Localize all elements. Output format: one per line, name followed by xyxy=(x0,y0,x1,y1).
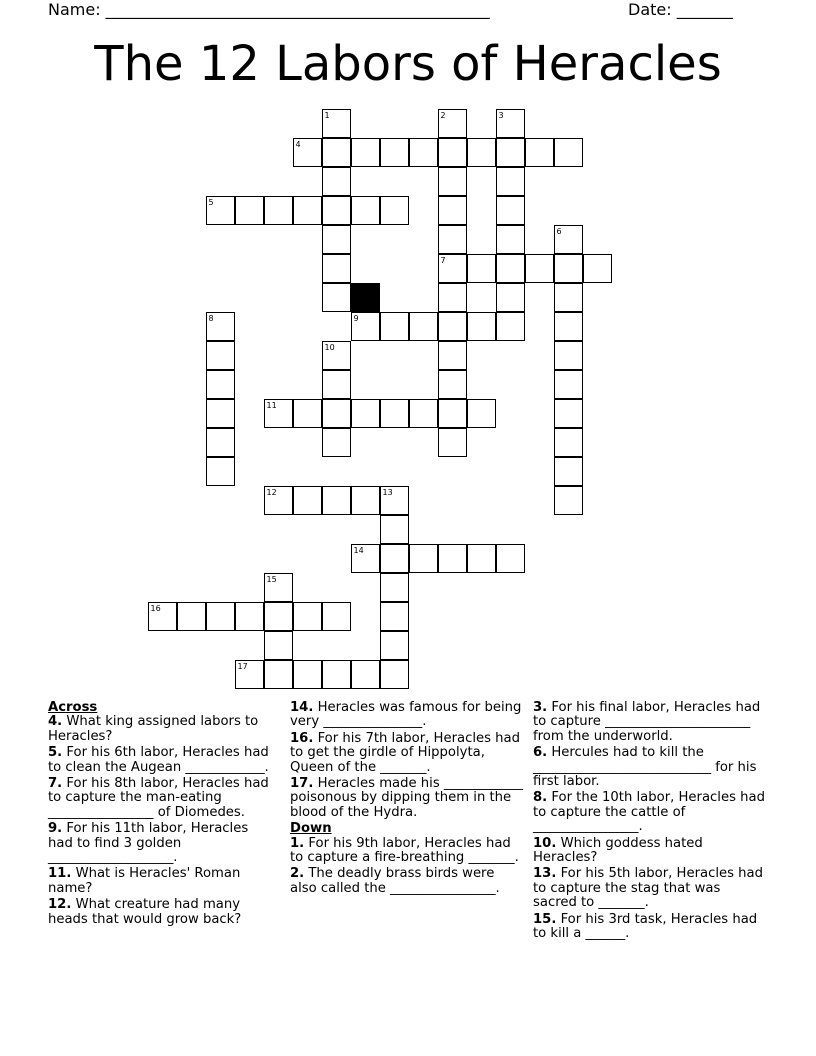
clue-number-6: 6 xyxy=(556,226,562,236)
clue-number-14: 14 xyxy=(353,545,364,555)
crossword-cell[interactable] xyxy=(351,138,380,167)
crossword-cell[interactable] xyxy=(554,254,583,283)
crossword-cell[interactable] xyxy=(206,602,235,631)
clue-number-10: 10 xyxy=(324,342,335,352)
crossword-cell[interactable] xyxy=(322,138,351,167)
clue-item xyxy=(290,837,525,866)
clue-item-number: 2. xyxy=(290,866,305,882)
clue-item-number: 4. xyxy=(48,714,63,730)
clue-item-text: Heracles made his ____________ poisonous by dipping them in the blood of the Hydra. xyxy=(290,776,524,820)
clue-item xyxy=(48,867,273,896)
clue-number-12: 12 xyxy=(266,487,277,497)
clue-number-1: 1 xyxy=(324,110,330,120)
crossword-cell[interactable] xyxy=(438,312,467,341)
crossword-cell[interactable] xyxy=(496,138,525,167)
crossword-cell[interactable] xyxy=(438,428,467,457)
clue-item-number: 1. xyxy=(290,835,305,851)
clue-number-4: 4 xyxy=(295,139,301,149)
clue-item xyxy=(48,822,273,865)
clue-item-number: 16. xyxy=(290,730,314,746)
clue-item-text: Heracles was famous for being very _______________. xyxy=(290,700,522,730)
clue-item xyxy=(48,746,273,775)
crossword-black-cell xyxy=(351,283,380,312)
crossword-cell[interactable] xyxy=(322,602,351,631)
clue-item-text: For his 3rd task, Heracles had to kill a ______. xyxy=(533,911,758,942)
clue-item-text: What is Heracles' Roman name? xyxy=(48,866,241,896)
clue-item xyxy=(290,732,525,775)
clue-item-text: For his 7th labor, Heracles had to get the girdle of Hippolyta, Queen of the _______. xyxy=(290,730,520,775)
clue-item-number: 17. xyxy=(290,776,314,792)
crossword-cell[interactable] xyxy=(467,544,496,573)
crossword-cell[interactable] xyxy=(496,225,525,254)
crossword-cell[interactable] xyxy=(496,544,525,573)
clue-item-number: 9. xyxy=(48,821,63,837)
clue-item-number: 14. xyxy=(290,700,314,715)
clue-number-2: 2 xyxy=(440,110,446,120)
crossword-cell[interactable] xyxy=(554,312,583,341)
crossword-cell[interactable] xyxy=(409,312,438,341)
crossword-cell[interactable] xyxy=(438,399,467,428)
clue-item-number: 6. xyxy=(533,745,548,761)
clue-item-number: 5. xyxy=(48,745,63,761)
clue-number-16: 16 xyxy=(150,603,161,613)
crossword-cell[interactable] xyxy=(206,457,235,486)
crossword-cell[interactable] xyxy=(438,196,467,225)
crossword-cell[interactable] xyxy=(467,312,496,341)
crossword-cell[interactable] xyxy=(293,399,322,428)
crossword-cell[interactable] xyxy=(438,283,467,312)
clue-item-text: For his 11th labor, Heracles had to find 3 golden ___________________. xyxy=(48,821,249,866)
clue-item xyxy=(533,867,768,910)
clue-item-text: For his 9th labor, Heracles had to capture a fire-breathing _______. xyxy=(290,835,519,866)
clue-item-text: What king assigned labors to Heracles? xyxy=(48,714,259,744)
clue-item-text: Which goddess hated Heracles? xyxy=(533,835,703,866)
crossword-cell[interactable] xyxy=(554,428,583,457)
crossword-cell[interactable] xyxy=(554,457,583,486)
crossword-cell[interactable] xyxy=(554,370,583,399)
clue-item-text: Hercules had to kill the ___________________________ for his first labor. xyxy=(533,745,757,790)
crossword-cell[interactable] xyxy=(438,167,467,196)
clue-column-2 xyxy=(290,701,525,898)
clue-number-13: 13 xyxy=(382,487,393,497)
clue-item xyxy=(290,867,525,896)
crossword-cell[interactable] xyxy=(467,399,496,428)
crossword-cell[interactable] xyxy=(235,602,264,631)
crossword-cell[interactable] xyxy=(293,602,322,631)
crossword-cell[interactable] xyxy=(583,254,612,283)
crossword-cell[interactable] xyxy=(351,196,380,225)
crossword-cell[interactable] xyxy=(496,196,525,225)
section-heading-across: Across xyxy=(48,700,98,715)
clue-number-7: 7 xyxy=(440,255,446,265)
crossword-cell[interactable] xyxy=(380,631,409,660)
clue-number-15: 15 xyxy=(266,574,277,584)
crossword-cell[interactable] xyxy=(206,399,235,428)
crossword-cell[interactable] xyxy=(554,399,583,428)
crossword-cell[interactable] xyxy=(496,254,525,283)
clue-item xyxy=(48,777,273,820)
crossword-cell[interactable] xyxy=(322,370,351,399)
crossword-cell[interactable] xyxy=(496,312,525,341)
crossword-cell[interactable] xyxy=(380,515,409,544)
crossword-cell[interactable] xyxy=(322,283,351,312)
clue-number-8: 8 xyxy=(208,313,214,323)
crossword-cell[interactable] xyxy=(322,660,351,689)
crossword-cell[interactable] xyxy=(380,602,409,631)
crossword-cell[interactable] xyxy=(264,602,293,631)
clue-item xyxy=(533,913,768,942)
date-field-label: Date: _______ xyxy=(628,0,733,19)
clue-item-text: For his 8th labor, Heracles had to capture the man-eating ________________ of Diomedes. xyxy=(48,776,269,820)
clue-item-number: 13. xyxy=(533,866,557,882)
crossword-cell[interactable] xyxy=(496,283,525,312)
clue-item-text: The deadly brass birds were also called the ________________. xyxy=(290,866,500,896)
section-heading-down: Down xyxy=(290,821,332,837)
clue-item-number: 3. xyxy=(533,700,548,715)
crossword-cell[interactable] xyxy=(554,138,583,167)
clue-item xyxy=(48,715,273,744)
clue-column-1 xyxy=(48,701,273,929)
crossword-cell[interactable] xyxy=(177,602,206,631)
crossword-cell[interactable] xyxy=(554,341,583,370)
crossword-cell[interactable] xyxy=(206,341,235,370)
clue-item-number: 10. xyxy=(533,835,557,851)
crossword-cell[interactable] xyxy=(438,370,467,399)
crossword-cell[interactable] xyxy=(467,254,496,283)
crossword-cell[interactable] xyxy=(235,196,264,225)
crossword-cell[interactable] xyxy=(496,167,525,196)
crossword-cell[interactable] xyxy=(264,660,293,689)
clue-number-5: 5 xyxy=(208,197,214,207)
crossword-cell[interactable] xyxy=(322,428,351,457)
clue-item xyxy=(290,777,525,820)
crossword-cell[interactable] xyxy=(554,486,583,515)
clue-item xyxy=(533,701,768,744)
clue-item xyxy=(48,898,273,927)
clue-item xyxy=(290,701,525,730)
crossword-cell[interactable] xyxy=(380,573,409,602)
crossword-cell[interactable] xyxy=(467,138,496,167)
crossword-cell[interactable] xyxy=(322,225,351,254)
crossword-cell[interactable] xyxy=(409,399,438,428)
crossword-cell[interactable] xyxy=(380,312,409,341)
crossword-cell[interactable] xyxy=(525,138,554,167)
crossword-cell[interactable] xyxy=(380,399,409,428)
crossword-cell[interactable] xyxy=(293,660,322,689)
crossword-cell[interactable] xyxy=(380,196,409,225)
clue-number-9: 9 xyxy=(353,313,359,323)
crossword-cell[interactable] xyxy=(554,283,583,312)
crossword-cell[interactable] xyxy=(380,544,409,573)
crossword-cell[interactable] xyxy=(293,486,322,515)
crossword-cell[interactable] xyxy=(409,138,438,167)
crossword-cell[interactable] xyxy=(438,341,467,370)
clue-item-number: 11. xyxy=(48,866,72,882)
page-title: The 12 Labors of Heracles xyxy=(94,36,722,92)
crossword-cell[interactable] xyxy=(525,254,554,283)
clue-item-text: For his 5th labor, Heracles had to capture the stag that was sacred to _______. xyxy=(533,866,763,911)
clue-item-text: For his 6th labor, Heracles had to clean the Augean ____________. xyxy=(48,745,269,775)
crossword-cell[interactable] xyxy=(351,660,380,689)
crossword-cell[interactable] xyxy=(438,138,467,167)
clue-item-number: 15. xyxy=(533,911,557,927)
clue-item-text: For his final labor, Heracles had to capture ______________________ from the underworld. xyxy=(533,700,761,744)
clue-item-text: What creature had many heads that would grow back? xyxy=(48,897,242,927)
clue-item-number: 12. xyxy=(48,897,72,913)
crossword-cell[interactable] xyxy=(409,544,438,573)
crossword-cell[interactable] xyxy=(264,196,293,225)
clue-number-11: 11 xyxy=(266,400,277,410)
clue-item-number: 8. xyxy=(533,790,548,806)
clue-item-text: For the 10th labor, Heracles had to capture the cattle of ________________. xyxy=(533,790,765,835)
clue-item xyxy=(533,837,768,866)
clue-number-3: 3 xyxy=(498,110,504,120)
crossword-cell[interactable] xyxy=(293,196,322,225)
crossword-cell[interactable] xyxy=(206,428,235,457)
clue-item xyxy=(533,791,768,834)
clue-column-3 xyxy=(533,701,768,944)
clue-item xyxy=(533,746,768,789)
crossword-cell[interactable] xyxy=(380,138,409,167)
crossword-cell[interactable] xyxy=(322,167,351,196)
clue-item-number: 7. xyxy=(48,776,63,792)
crossword-cell[interactable] xyxy=(380,660,409,689)
crossword-cell[interactable] xyxy=(264,631,293,660)
name-field-label: Name: ________________________________________________ xyxy=(48,0,490,19)
crossword-cell[interactable] xyxy=(322,486,351,515)
clue-number-17: 17 xyxy=(237,661,248,671)
crossword-cell[interactable] xyxy=(438,544,467,573)
crossword-cell[interactable] xyxy=(322,254,351,283)
crossword-cell[interactable] xyxy=(322,196,351,225)
crossword-cell[interactable] xyxy=(322,399,351,428)
crossword-cell[interactable] xyxy=(351,399,380,428)
crossword-cell[interactable] xyxy=(438,225,467,254)
crossword-cell[interactable] xyxy=(206,370,235,399)
crossword-cell[interactable] xyxy=(351,486,380,515)
